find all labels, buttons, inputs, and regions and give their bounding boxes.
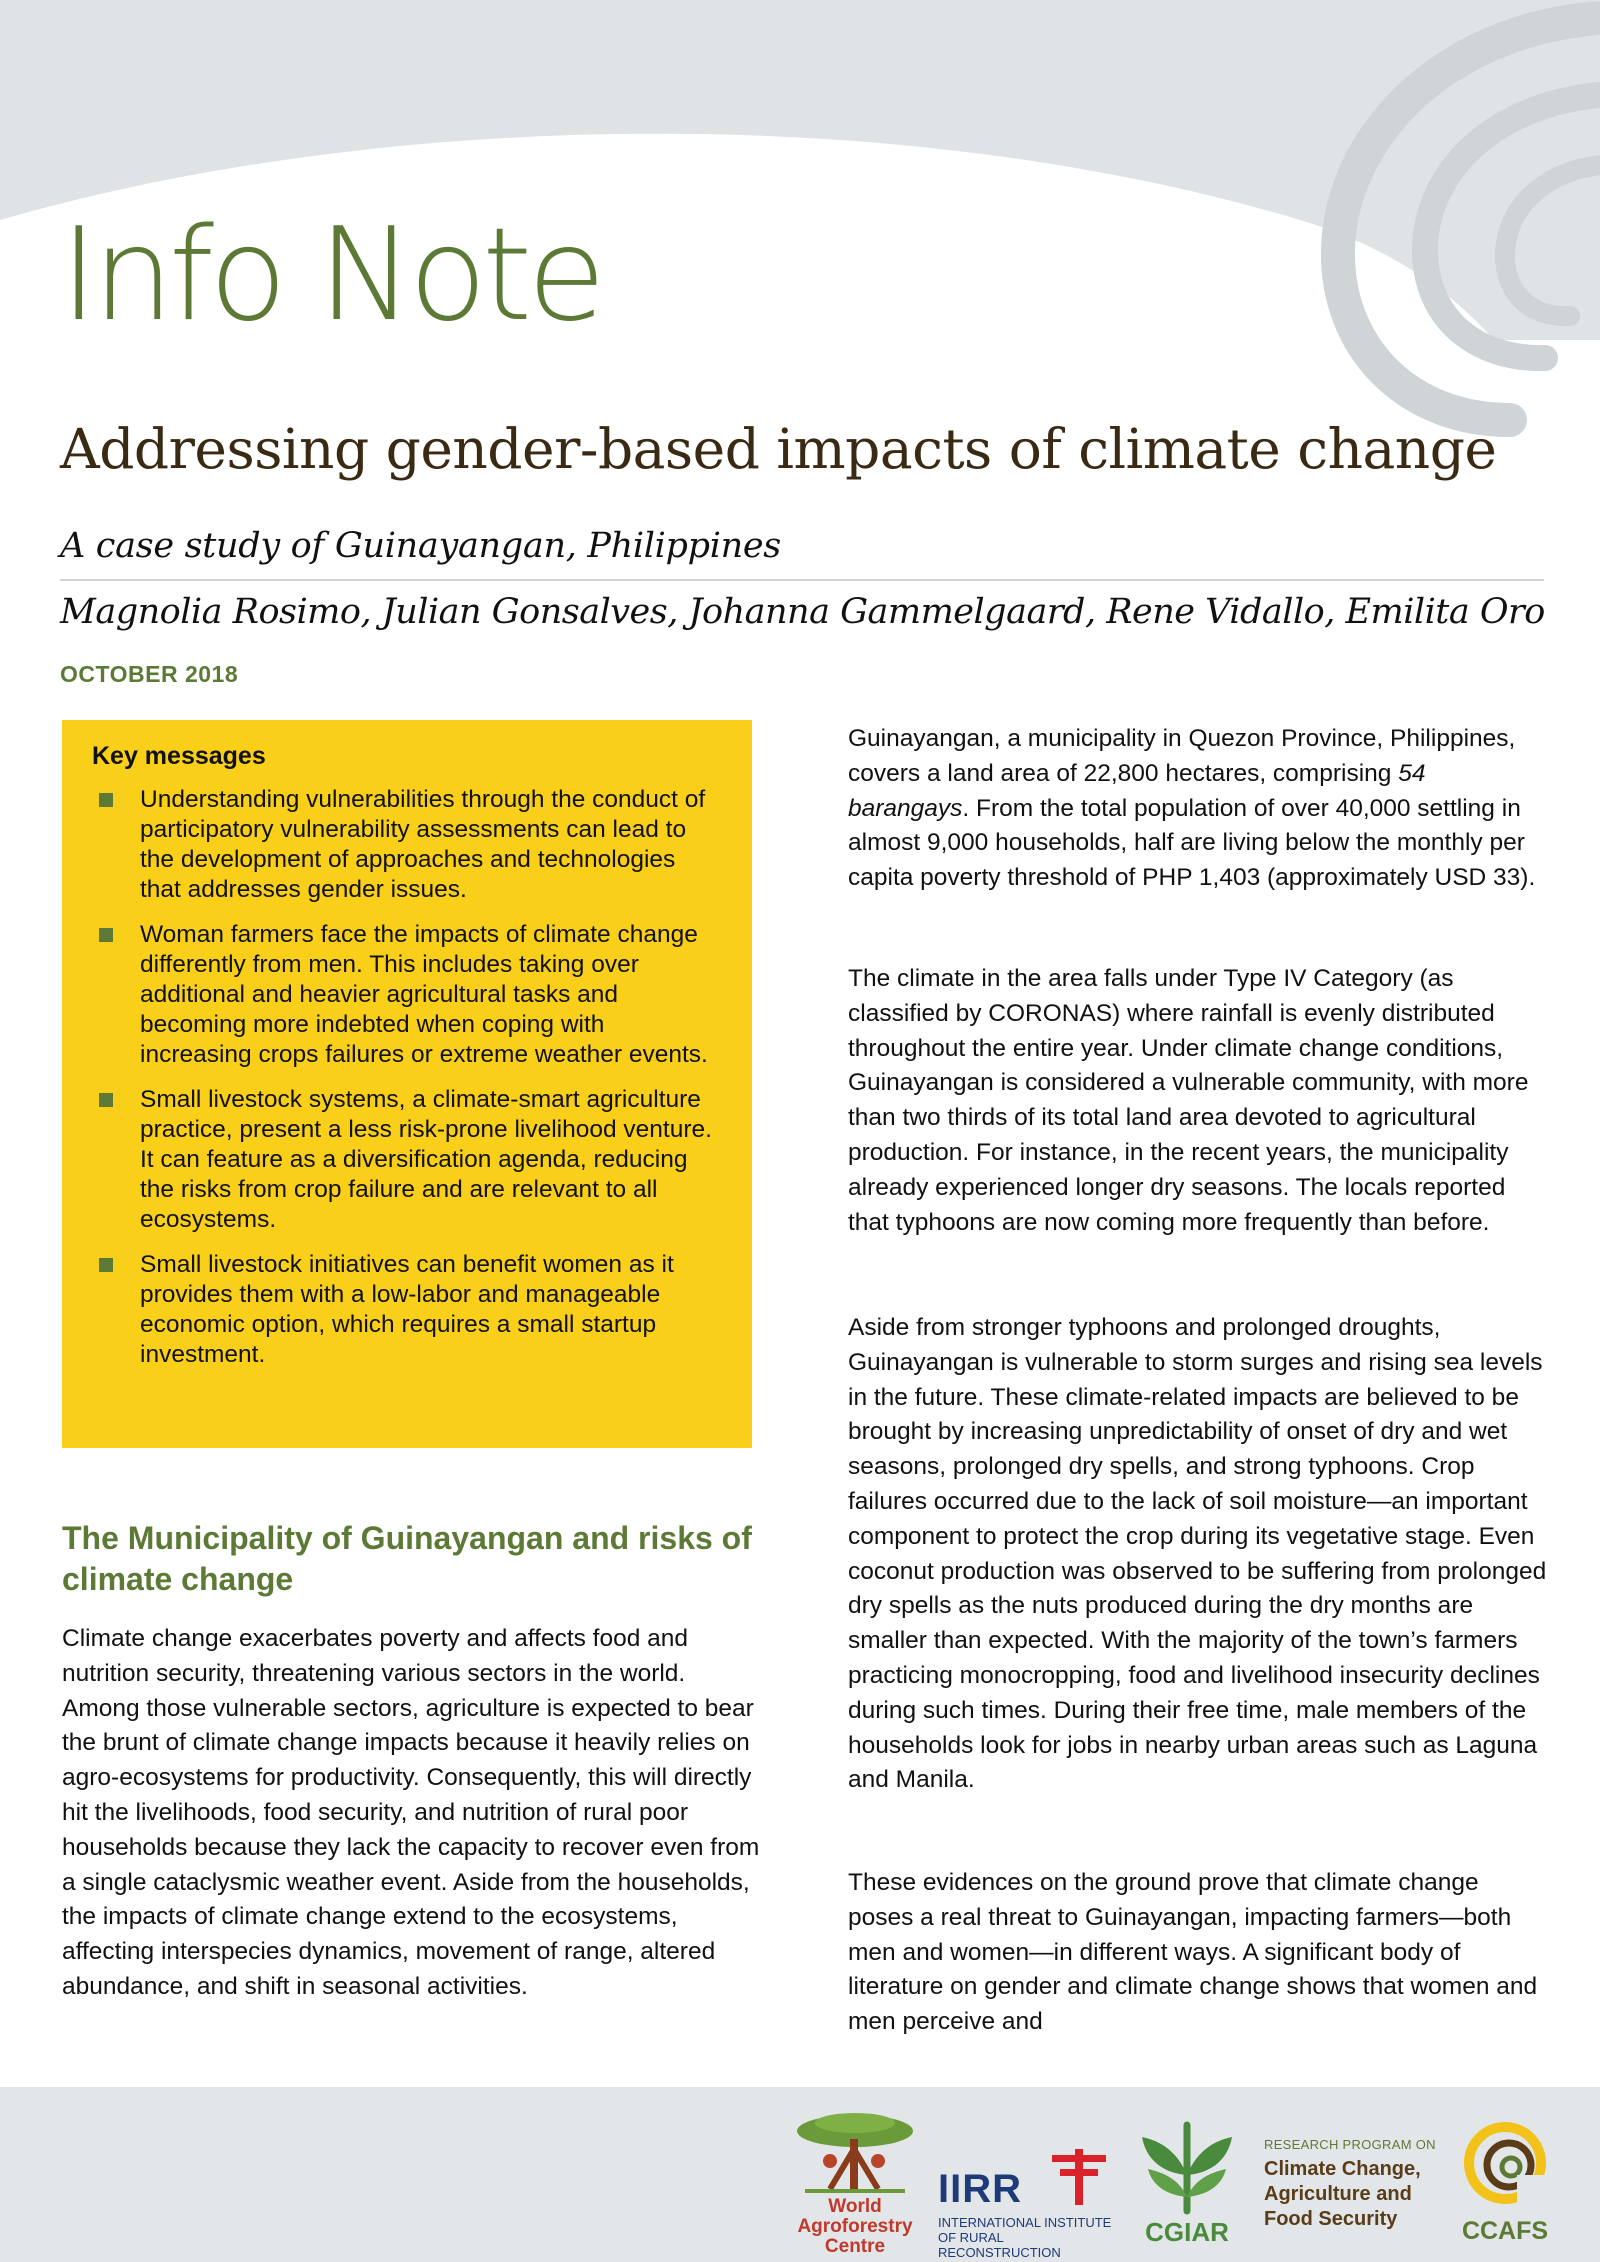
body-paragraph: Guinayangan, a municipality in Quezon Province, Philippines, covers a land area of 22,800 hectares, comprising 54 barangays. From the total population of over 40,000 settling in almost 9,000 households, half are living below the monthly per capita poverty threshold of PHP 1,403 (approximately USD 33). — [848, 725, 1536, 892]
section-heading: The Municipality of Guinayangan and risks of climate change — [62, 1520, 752, 1597]
cgiar-logo: CGIAR — [1132, 2115, 1242, 2255]
body-paragraph: The climate in the area falls under Type IV Category (as classified by CORONAS) where rainfall is evenly distributed throughout the entire year. Under climate change conditions, Guinayangan is considered a vulnerable community, with more than two thirds of its total land area devoted to agricultural production. For instance, in the recent years, the municipality already experienced longer dry seasons. The locals reported that typhoons are now coming more frequently than before. — [848, 965, 1529, 1236]
square-bullet-icon — [99, 793, 113, 807]
body-paragraph: Climate change exacerbates poverty and affects food and nutrition security, threatening various sectors in the world. Among those vulnerable sectors, agriculture is expected to bear the brunt of climate change impacts because it heavily relies on agro-ecosystems for productivity. Consequently, this will directly hit the livelihoods, food security, and nutrition of rural poor households because they lack the capacity to recover even from a single cataclysmic weather event. Aside from the households, the impacts of climate change extend to the ecosystems, affecting interspecies dynamics, movement of range, altered abundance, and shift in seasonal activities. — [62, 1625, 760, 2000]
ccafs-logo: CCAFS — [1455, 2117, 1555, 2257]
document-title: Addressing gender-based impacts of climate change — [60, 417, 1497, 481]
research-program-label: RESEARCH PROGRAM ON Climate Change, Agriculture and Food Security — [1264, 2137, 1436, 2230]
body-paragraph: Aside from stronger typhoons and prolonged droughts, Guinayangan is vulnerable to storm surges and rising sea levels in the future. These climate-related impacts are believed to be brought by increasing unpredictability of onset of dry and wet seasons, prolonged dry spells, and strong typhoons. Crop failures occurred due to the lack of soil moisture—an important component to protect the crop during its vegetative stage. Even coconut production was observed to be suffering from prolonged dry spells as the nuts produced during the dry months are smaller than expected. With the majority of the town’s farmers practicing monocropping, food and livelihood insecurity declines during such times. During their free time, male members of the households look for jobs in nearby urban areas such as Laguna and Manila. — [848, 1314, 1547, 1794]
tree-icon — [790, 2109, 920, 2194]
ccafs-swirl-icon — [1455, 2117, 1555, 2213]
barangays-emphasis: 54 barangays — [848, 759, 1426, 822]
key-messages-title: Key messages — [92, 742, 266, 770]
key-message-item: Understanding vulnerabilities through the conduct of participatory vulnerability assessments can lead to the development of approaches and technologies that addresses gender issues. — [92, 785, 722, 905]
world-agroforestry-logo: World Agroforestry Centre — [790, 2109, 920, 2259]
square-bullet-icon — [99, 1258, 113, 1272]
square-bullet-icon — [99, 928, 113, 942]
body-paragraph: These evidences on the ground prove that climate change poses a real threat to Guinayangan, impacting farmers—both men and women—in different ways. A significant body of literature on gender and climate change shows that women and men perceive and — [848, 1869, 1538, 2036]
square-bullet-icon — [99, 1093, 113, 1107]
divider — [60, 579, 1544, 581]
cgiar-plant-icon — [1132, 2115, 1242, 2215]
iirr-mark-icon — [1048, 2149, 1110, 2205]
iirr-logo: IIRR INTERNATIONAL INSTITUTE OF RURAL RECONSTRUCTION — [938, 2149, 1118, 2249]
authors: Magnolia Rosimo, Julian Gonsalves, Johanna Gammelgaard, Rene Vidallo, Emilita Oro — [60, 592, 1545, 632]
key-message-item: Woman farmers face the impacts of climate change differently from men. This includes taking over additional and heavier agricultural tasks and becoming more indebted when coping with increasing crops failures or extreme weather events. — [92, 920, 722, 1070]
info-note-brand: Info Note — [60, 201, 601, 350]
key-message-item: Small livestock systems, a climate-smart agriculture practice, present a less risk-prone livelihood venture. It can feature as a diversification agenda, reducing the risks from crop failure and are relevant to all ecosystems. — [92, 1085, 722, 1235]
key-message-item: Small livestock initiatives can benefit women as it provides them with a low-labor and manageable economic option, which requires a small startup investment. — [92, 1250, 722, 1370]
publication-date: OCTOBER 2018 — [60, 661, 239, 687]
key-messages-box — [62, 720, 752, 1448]
document-subtitle: A case study of Guinayangan, Philippines — [60, 526, 781, 566]
footer — [0, 2087, 1600, 2262]
